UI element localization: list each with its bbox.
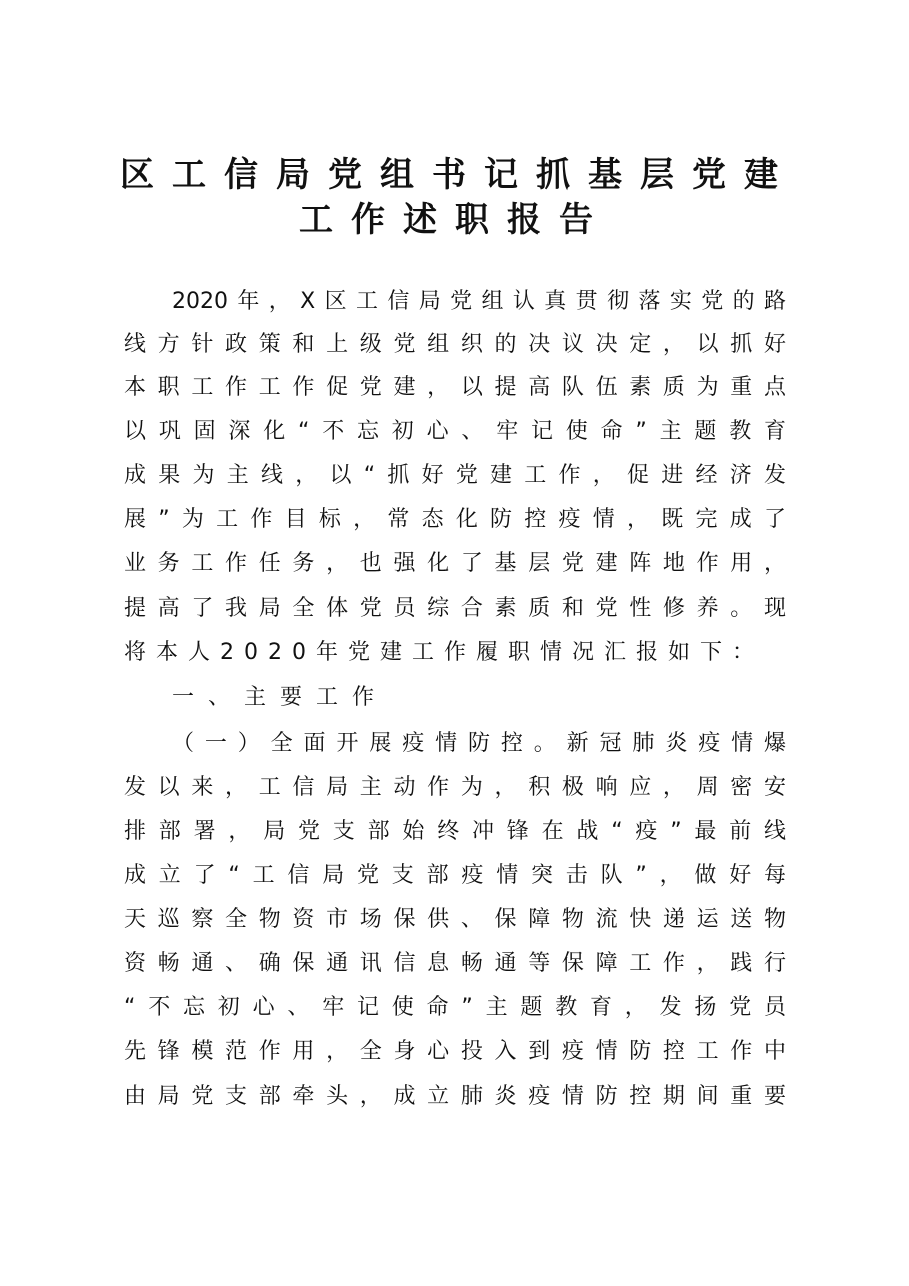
body-line: 资畅通、确保通讯信息畅通等保障工作，践行 [124,951,786,976]
document-title-line-2: 工作述职报告 [299,200,611,240]
body-line: 发以来，工信局主动作为，积极响应，周密安 [124,775,786,800]
section-heading: 一、主要工作 [172,685,389,710]
body-line: 提高了我局全体党员综合素质和党性修养。现 [124,596,786,621]
body-line: （一）全面开展疫情防控。新冠肺炎疫情爆 [172,731,786,756]
body-line: 本职工作工作促党建，以提高队伍素质为重点 [124,375,786,400]
body-line: 排部署，局党支部始终冲锋在战“疫”最前线 [124,819,786,844]
body-line: 将本人2020年党建工作履职情况汇报如下： [124,640,764,665]
document-title-line-1: 区工信局党组书记抓基层党建 [120,155,796,195]
body-line: 先锋模范作用，全身心投入到疫情防控工作中 [124,1039,786,1064]
body-line: 2020年，X区工信局党组认真贯彻落实党的路 [172,289,786,314]
body-line: 天巡察全物资市场保供、保障物流快递运送物 [124,907,786,932]
body-line: 成果为主线，以“抓好党建工作，促进经济发 [124,463,786,488]
body-line: 成立了“工信局党支部疫情突击队”，做好每 [124,863,786,888]
body-line: 展”为工作目标，常态化防控疫情，既完成了 [124,507,786,532]
body-line: 业务工作任务，也强化了基层党建阵地作用， [124,551,786,576]
body-line: 线方针政策和上级党组织的决议决定，以抓好 [124,332,786,357]
body-line: “不忘初心、牢记使命”主题教育，发扬党员 [124,995,786,1020]
body-line: 由局党支部牵头，成立肺炎疫情防控期间重要 [124,1084,786,1109]
body-line: 以巩固深化“不忘初心、牢记使命”主题教育 [124,419,786,444]
